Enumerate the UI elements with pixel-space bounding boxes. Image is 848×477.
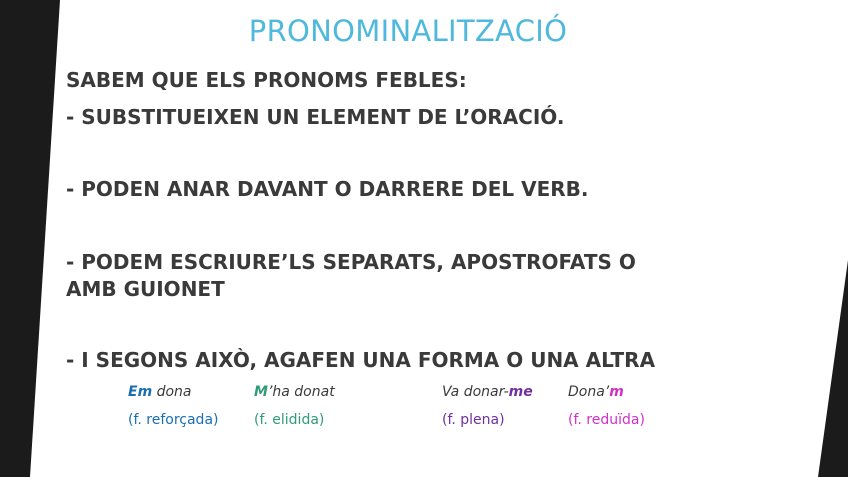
example-elidida: M’ha donat (254, 384, 335, 400)
label-plena: (f. plena) (442, 412, 505, 428)
bullet-position: - PODEN ANAR DAVANT O DARRERE DEL VERB. (66, 177, 589, 201)
example-plena: Va donar-me (442, 384, 533, 400)
slide-title: PRONOMINALITZACIÓ (248, 14, 568, 48)
label-reforcada: (f. reforçada) (128, 412, 219, 428)
bullet-forms: - I SEGONS AIXÒ, AGAFEN UNA FORMA O UNA ALTRA (66, 348, 656, 372)
example-reforcada: Em dona (128, 384, 192, 400)
bullet-writing-continued: AMB GUIONET (66, 277, 225, 301)
pronoun-m-elided: M (254, 384, 268, 400)
label-elidida: (f. elidida) (254, 412, 325, 428)
bullet-substitute: - SUBSTITUEIXEN UN ELEMENT DE L’ORACIÓ. (66, 105, 565, 129)
left-dark-band (0, 0, 60, 477)
example-reduida: Dona’m (568, 384, 624, 400)
pronoun-em: Em (128, 384, 153, 400)
bullet-writing: - PODEM ESCRIURE’LS SEPARATS, APOSTROFATS O (66, 250, 636, 274)
pronoun-m-reduced: m (609, 384, 624, 400)
intro-line: SABEM QUE ELS PRONOMS FEBLES: (66, 68, 467, 92)
right-dark-band (818, 0, 848, 477)
pronoun-me: me (508, 384, 533, 400)
label-reduida: (f. reduïda) (568, 412, 645, 428)
